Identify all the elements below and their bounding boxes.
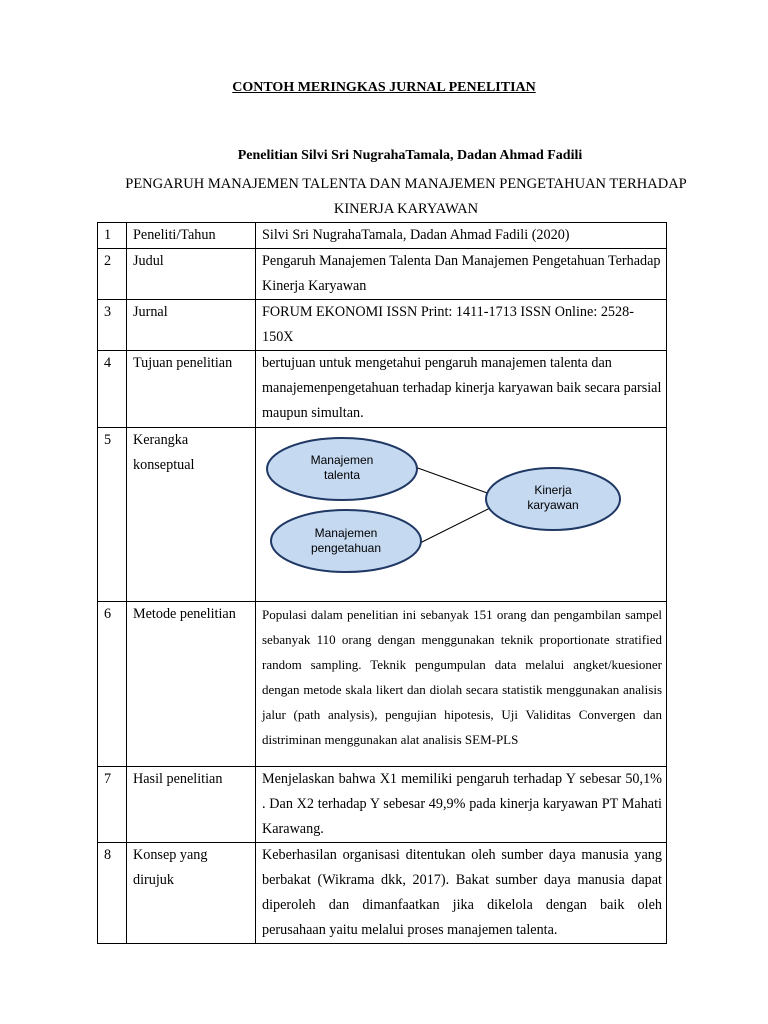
node-manajemen-talenta-line2: talenta: [323, 468, 361, 482]
authors-line: Penelitian Silvi Sri NugrahaTamala, Dadan Ahmad Fadili: [237, 148, 583, 163]
row-label: Hasil penelitian: [127, 767, 256, 843]
table-row: [98, 428, 667, 602]
table-row: [98, 249, 667, 300]
node-kinerja-karyawan-line1: Kinerja: [534, 483, 572, 497]
row-label: Kerangka konseptual: [127, 428, 256, 602]
row-label: Konsep yang dirujuk: [127, 843, 256, 944]
node-manajemen-pengetahuan-line2: pengetahuan: [310, 541, 382, 555]
row-label: Tujuan penelitian: [127, 351, 256, 428]
path-arrow-pengetahuan: [420, 508, 490, 543]
paper-title: PENGARUH MANAJEMEN TALENTA DAN MANAJEMEN PENGETAHUAN TERHADAP KINERJA KARYAWAN: [125, 176, 687, 217]
row-content: Keberhasilan organisasi ditentukan oleh sumber daya manusia yang berbakat (Wikrama dkk, 2017). Bakat sumber daya manusia dapat diperoleh dan dimanfaatkan jika dikelola dengan baik oleh perusahaan yaitu melalui proses manajemen talenta.: [256, 843, 667, 944]
row-number: 2: [98, 249, 127, 300]
row-label: Judul: [127, 249, 256, 300]
table-row: [98, 602, 667, 767]
row-number: 4: [98, 351, 127, 428]
node-kinerja-karyawan-line2: karyawan: [527, 498, 579, 512]
row-content: bertujuan untuk mengetahui pengaruh manajemen talenta dan manajemenpengetahuan terhadap kinerja karyawan baik secara parsial maupun simultan.: [256, 351, 667, 428]
row-content: Pengaruh Manajemen Talenta Dan Manajemen Pengetahuan Terhadap Kinerja Karyawan: [256, 249, 667, 300]
row-number: 7: [98, 767, 127, 843]
row-label: Metode penelitian: [127, 602, 256, 767]
row-content: FORUM EKONOMI ISSN Print: 1411-1713 ISSN Online: 2528-150X: [256, 300, 667, 351]
table-row: [98, 223, 667, 249]
row-number: 6: [98, 602, 127, 767]
row-content: Menjelaskan bahwa X1 memiliki pengaruh terhadap Y sebesar 50,1% . Dan X2 terhadap Y sebesar 49,9% pada kinerja karyawan PT Mahati Karawang.: [256, 767, 667, 843]
row-number: 8: [98, 843, 127, 944]
document-heading: CONTOH MERINGKAS JURNAL PENELITIAN: [232, 80, 536, 95]
table-row: [98, 300, 667, 351]
row-number: 5: [98, 428, 127, 602]
table-row: [98, 351, 667, 428]
table-row: [98, 767, 667, 843]
row-label: Peneliti/Tahun: [127, 223, 256, 249]
row-content: Silvi Sri NugrahaTamala, Dadan Ahmad Fadili (2020): [256, 223, 667, 249]
row-number: 3: [98, 300, 127, 351]
node-manajemen-pengetahuan-line1: Manajemen: [314, 526, 378, 540]
row-number: 1: [98, 223, 127, 249]
row-label: Jurnal: [127, 300, 256, 351]
row-content: Populasi dalam penelitian ini sebanyak 151 orang dan pengambilan sampel sebanyak 110 orang dengan menggunakan teknik proportionate stratified random sampling. Teknik pengumpulan data melalui angket/kuesioner dengan metode skala likert dan diolah secara statistik menggunakan analisis jalur (path analysis), pengujian hipotesis, Uji Validitas Convergen dan distriminan menggunakan alat analisis SEM-PLS: [256, 602, 667, 767]
table-row: [98, 843, 667, 944]
conceptual-framework-cell: [256, 428, 667, 602]
path-arrow-talenta: [415, 467, 490, 494]
conceptual-framework-diagram: [256, 428, 666, 600]
node-manajemen-talenta-line1: Manajemen: [310, 453, 374, 467]
summary-table: [97, 222, 667, 944]
